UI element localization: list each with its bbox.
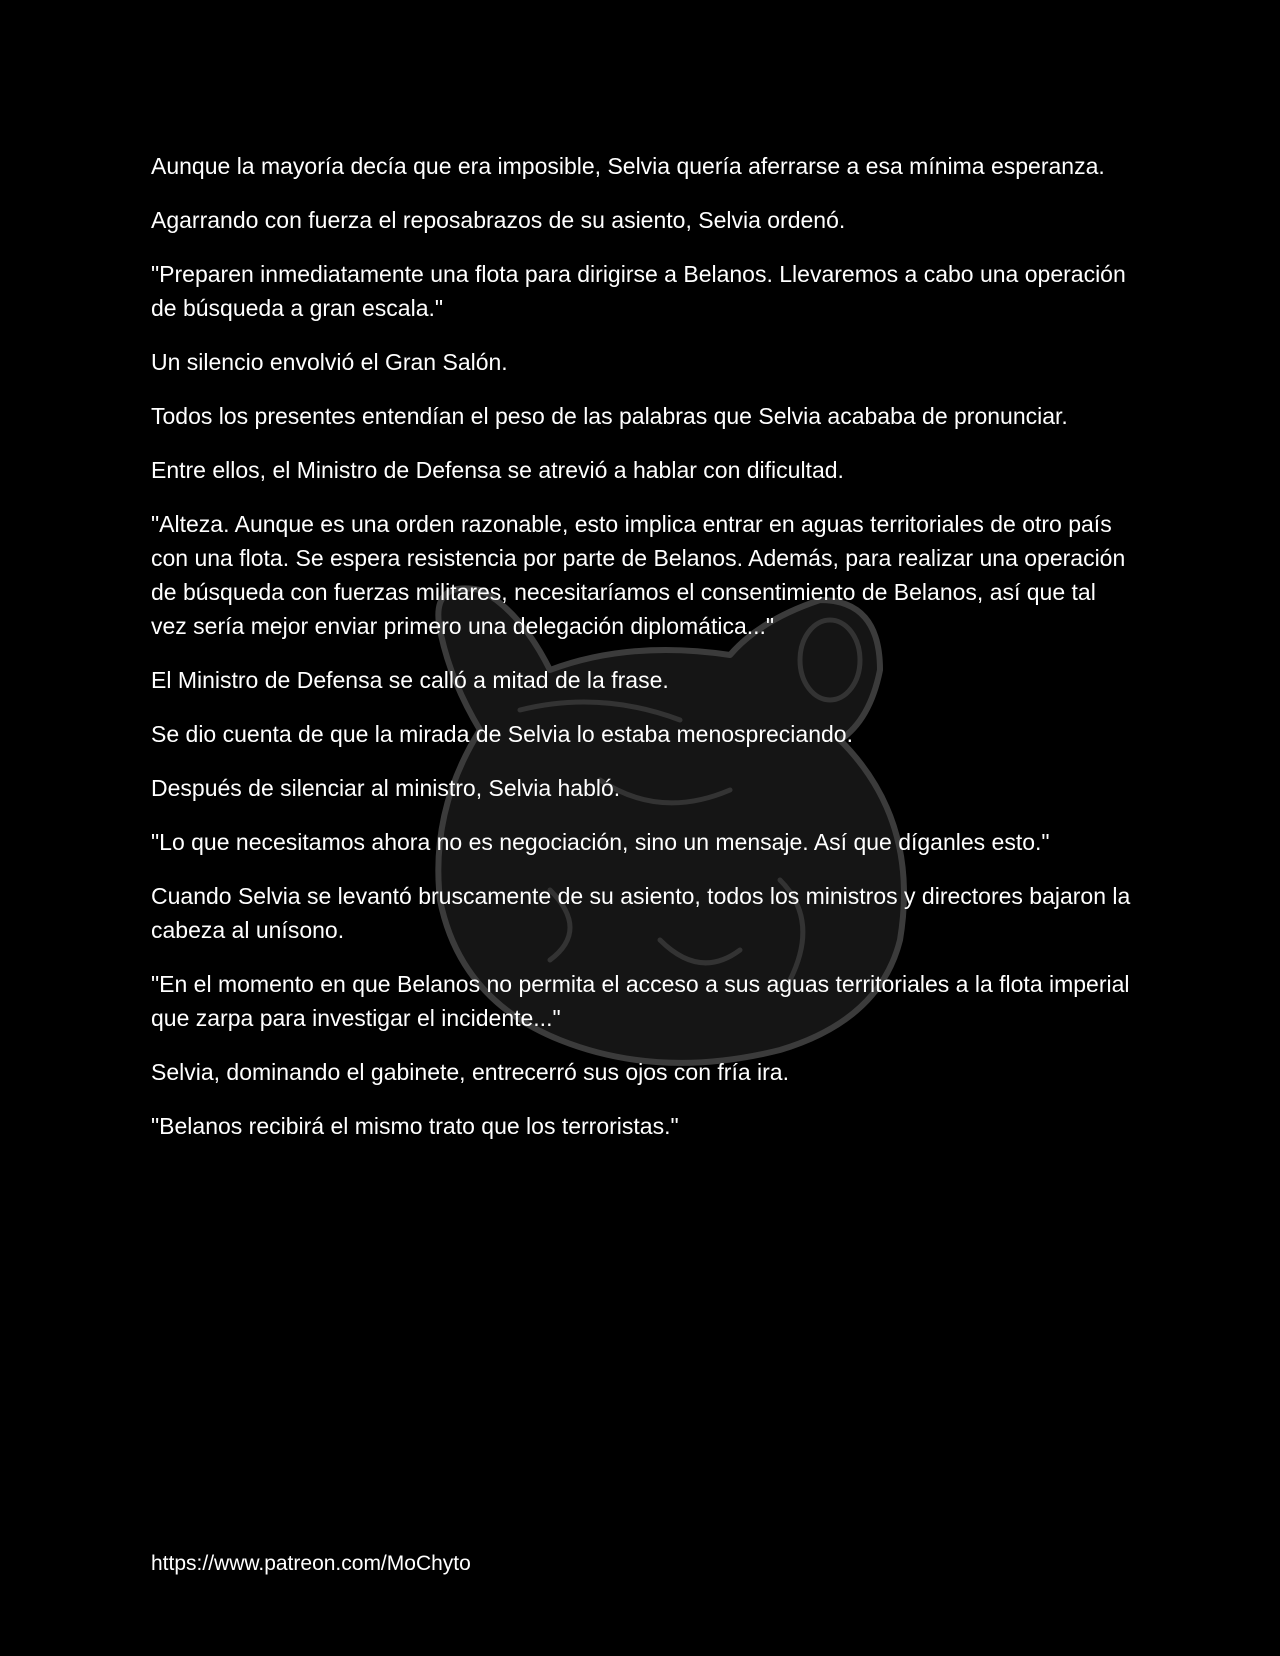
paragraph: Entre ellos, el Ministro de Defensa se atrevió a hablar con dificultad. xyxy=(151,457,844,483)
paragraph: "Preparen inmediatamente una flota para dirigirse a Belanos. Llevaremos a cabo una operación de búsqueda a gran escala." xyxy=(151,261,1126,321)
paragraph: El Ministro de Defensa se calló a mitad de la frase. xyxy=(151,667,669,693)
patreon-link[interactable]: https://www.patreon.com/MoChyto xyxy=(151,1552,471,1575)
paragraph: Después de silenciar al ministro, Selvia habló. xyxy=(151,775,621,801)
paragraph: Cuando Selvia se levantó bruscamente de su asiento, todos los ministros y directores bajaron la cabeza al unísono. xyxy=(151,883,1131,943)
paragraph: Agarrando con fuerza el reposabrazos de su asiento, Selvia ordenó. xyxy=(151,207,846,233)
paragraph: "Lo que necesitamos ahora no es negociación, sino un mensaje. Así que díganles esto." xyxy=(151,829,1050,855)
chapter-text xyxy=(151,149,1131,1163)
paragraph: Todos los presentes entendían el peso de las palabras que Selvia acababa de pronunciar. xyxy=(151,403,1068,429)
paragraph: Se dio cuenta de que la mirada de Selvia lo estaba menospreciando. xyxy=(151,721,853,747)
paragraph: "En el momento en que Belanos no permita el acceso a sus aguas territoriales a la flota imperial que zarpa para investigar el incidente..." xyxy=(151,971,1130,1031)
paragraph: Aunque la mayoría decía que era imposible, Selvia quería aferrarse a esa mínima esperanza. xyxy=(151,153,1105,179)
paragraph: Un silencio envolvió el Gran Salón. xyxy=(151,349,508,375)
paragraph: Selvia, dominando el gabinete, entrecerró sus ojos con fría ira. xyxy=(151,1059,789,1085)
paragraph: "Alteza. Aunque es una orden razonable, esto implica entrar en aguas territoriales de otro país con una flota. Se espera resistencia por parte de Belanos. Además, para realizar una operación de búsqueda con fuerzas militares, necesitaríamos el consentimiento de Belanos, así que tal vez sería mejor enviar primero una delegación diplomática..." xyxy=(151,511,1126,639)
paragraph: "Belanos recibirá el mismo trato que los terroristas." xyxy=(151,1113,679,1139)
